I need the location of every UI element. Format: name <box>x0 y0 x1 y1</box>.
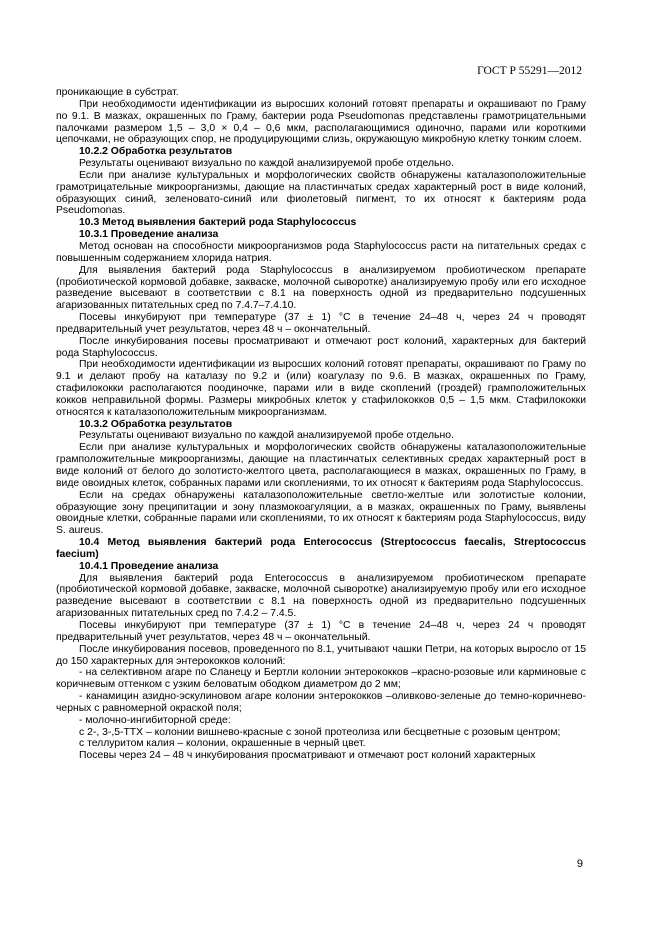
paragraph: Результаты оценивают визуально по каждой анализируемой пробе отдельно. <box>79 430 454 442</box>
section-heading: 10.4.1 Проведение анализа <box>79 560 219 572</box>
paragraph: Посевы инкубируют при температуре (37 ± 1) °С в течение 24–48 ч, через 24 ч проводят предварительный учет результатов, через 48 ч – окончательный. <box>56 312 586 335</box>
section-heading: 10.3 Метод выявления бактерий рода Staphylococcus <box>79 217 357 229</box>
list-item: - молочно-ингибиторной среде: <box>79 714 231 726</box>
paragraph: После инкубирования посевов, проведенного по 8.1, учитывают чашки Петри, на которых выросло от 15 до 150 характерных для энтерококков колоний: <box>56 643 586 667</box>
paragraph: Посевы через 24 – 48 ч инкубирования просматривают и отмечают рост колоний характерных <box>79 750 536 762</box>
list-item: - на селективном агаре по Сланецу и Бертли колонии энтерококков –красно-розовые или карминовые с коричневым оттенком с узким беловатым ободком диаметром до 2 мм; <box>56 667 586 691</box>
paragraph: Результаты оценивают визуально по каждой анализируемой пробе отдельно. <box>79 158 454 170</box>
paragraph: После инкубирования посевы просматривают и отмечают рост колоний, характерных для бактерий рода Staphylococcus. <box>56 335 586 359</box>
document-header: ГОСТ Р 55291—2012 <box>477 65 582 77</box>
page-number: 9 <box>576 858 583 870</box>
paragraph: проникающие в субстрат. <box>56 87 179 98</box>
paragraph: Если при анализе культуральных и морфологических свойств обнаружены каталазоположительные грамотрицательные микроорганизмы, дающие на пластинчатых средах характерный рост в виде колоний, образующих синий, зеленовато-синий или фиолетовый пигмент, то их относят к бактериям рода Pseudomonas. <box>56 169 586 217</box>
paragraph: Для выявления бактерий рода Enterococcus в анализируемом пробиотическом препарате (пробиотической кормовой добавке, закваске, молочной сыворотке) анализируемую пробу или его исходное разведение высевают в соответствии с 8.1 на поверхность одной из предварительно подсушенных агаризованных питательных сред по 7.4.2 – 7.4.5. <box>56 572 586 620</box>
section-heading: 10.3.2 Обработка результатов <box>79 418 233 430</box>
document-body <box>56 87 586 762</box>
paragraph: Посевы инкубируют при температуре (37 ± 1) °С в течение 24–48 ч, через 24 ч проводят предварительный учет результатов, через 48 ч – окончательный. <box>56 619 586 643</box>
paragraph: Для выявления бактерий рода Staphylococcus в анализируемом пробиотическом препарате (пробиотической кормовой добавке, закваске, молочной сыворотке) анализируемую пробу или его исходное разведение высевают в соответствии с 8.1 на поверхность одной из предварительно подсушенных агаризованных питательных сред по 7.4.7–7.4.10. <box>56 264 586 312</box>
paragraph: Метод основан на способности микроорганизмов рода Staphylococcus расти на питательных средах с повышенным содержанием хлорида натрия. <box>56 240 586 264</box>
list-item: - канамицин азидно-эскулиновом агаре колонии энтерококков –оливково-зеленые до темно-коричнево-черных с равномерной окраской поля; <box>56 691 586 714</box>
paragraph: Если при анализе культуральных и морфологических свойств обнаружены каталазоположительные грамположительные микроорганизмы, дающие на пластинчатых селективных средах характерный рост в виде колоний от белого до золотисто-желтого цвета, располагающиеся в мазках, окрашенных по Граму, в виде овоидных клеток, собранных парами или скоплениями, то их относят к бактериям рода Staphylococcus. <box>56 442 586 489</box>
section-heading: 10.4 Метод выявления бактерий рода Enterococcus (Streptococcus faecalis, Streptococcus faecium) <box>56 537 586 560</box>
paragraph: При необходимости идентификации из выросших колоний готовят препараты и окрашивают по Граму по 9.1. В мазках, окрашенных по Граму, бактерии рода Pseudomonas представлены грамотрицательными палочками размером 1,5 – 3,0 × 0,4 – 0,6 мкм, располагающимися одиночно, парами или короткими цепочками, не образующих спор, не продуцирующими слизь, окружающую микробную клетку тонким слоем. <box>56 98 586 146</box>
paragraph: Если на средах обнаружены каталазоположительные светло-желтые или золотистые колонии, образующие зону преципитации и зону плазмокоагуляции, а в мазках, окрашенных по Граму, выявлены овоидные клетки, собранные парами или скоплениями, то их относят к бактериям рода Staphylococcus, виду S. aureus. <box>56 489 586 537</box>
section-heading: 10.3.1 Проведение анализа <box>79 229 219 241</box>
section-heading: 10.2.2 Обработка результатов <box>79 146 233 158</box>
paragraph: При необходимости идентификации из выросших колоний готовят препараты, окрашивают по Граму по 9.1 и делают пробу на каталазу по 9.2 и (или) коагулазу по 9.6. В мазках, окрашенных по Граму, стафилококки располагаются поодиночке, парами или в виде скоплений (гроздей) грамположительных кокков неправильной формы. Размеры микробных клеток у стафилококков 0,5 – 1,5 мкм. Стафилококки относятся к каталазоположительным микроорганизмам. <box>56 359 586 418</box>
list-item: с теллуритом калия – колонии, окрашенные в черный цвет. <box>79 738 366 750</box>
list-item: с 2-, 3-,5-ТТХ – колонии вишнево-красные с зоной протеолиза или бесцветные с розовым центром; <box>79 726 561 738</box>
